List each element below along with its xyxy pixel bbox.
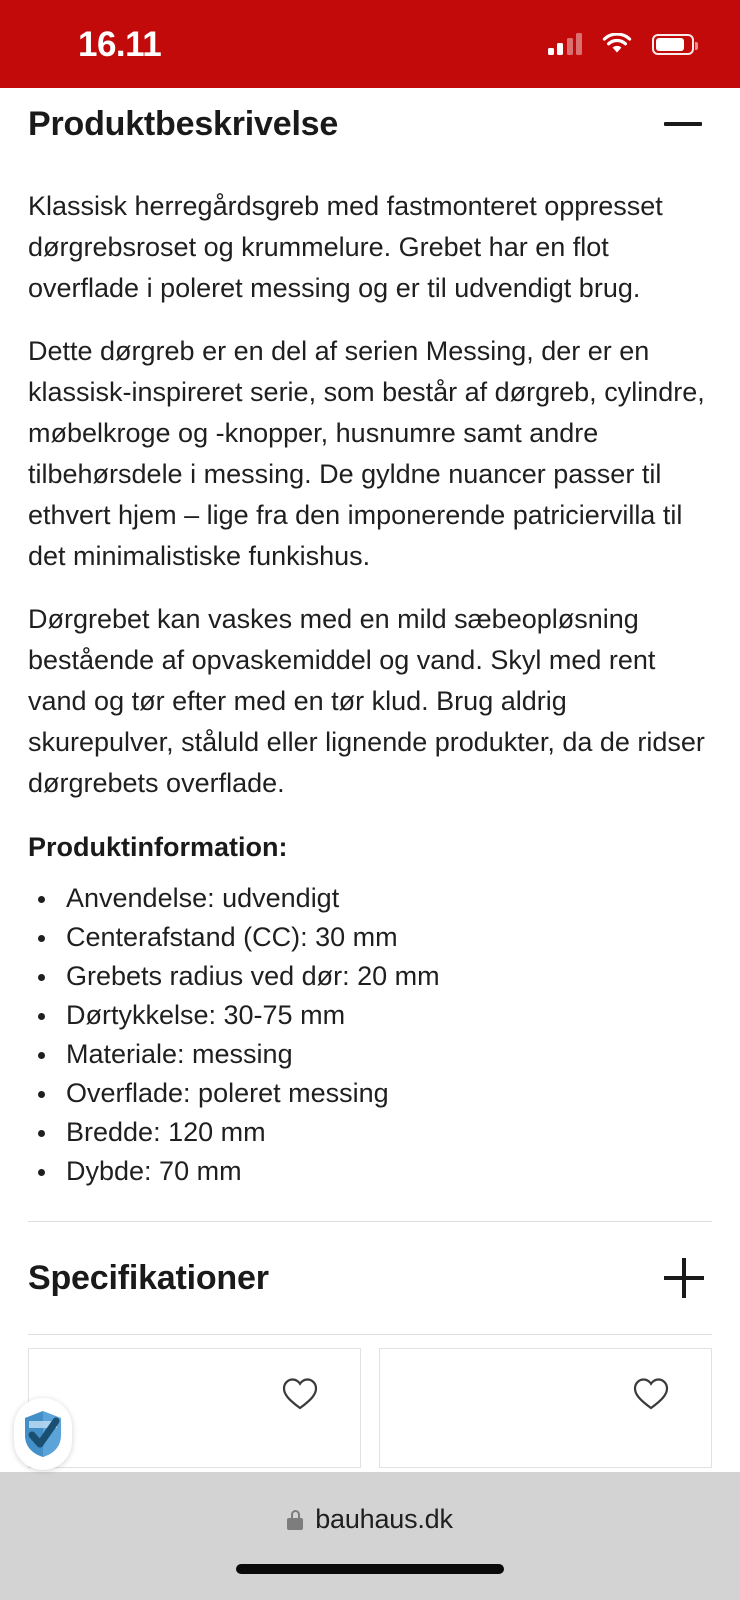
status-bar-time: 16.11 [78,24,162,64]
status-bar [0,0,740,88]
list-item: Materiale: messing [28,1035,712,1074]
url-text: bauhaus.dk [315,1504,453,1534]
page-title: Produktbeskrivelse [28,104,339,143]
battery-icon [652,34,694,55]
section-header-specifications[interactable] [28,1222,712,1334]
list-item: Dørtykkelse: 30-75 mm [28,996,712,1035]
product-card[interactable] [28,1348,361,1468]
list-item: Bredde: 120 mm [28,1113,712,1152]
browser-bottom-bar [0,1472,740,1600]
product-card[interactable] [379,1348,712,1468]
product-information-heading: Produktinformation: [28,832,288,862]
address-bar[interactable] [287,1504,453,1535]
description-paragraph: Dette dørgreb er en del af serien Messing, der er en klassisk-inspireret serie, som består af dørgreb, cylindre, møbelkroge og -knopper, husnumre samt andre tilbehørsdele i messing. De gyldne nuancer passer til ethvert hjem – lige fra den imponerende patriciervilla til det minimalistiske funkishus. [28,336,705,571]
heart-icon[interactable] [633,1377,669,1410]
description-paragraph: Dørgrebet kan vaskes med en mild sæbeopløsning bestående af opvaskemiddel og vand. Skyl med rent vand og tør efter med en tør klud. Brug aldrig skurepulver, ståluld eller lignende produkter, da de ridser dørgrebets overflade. [28,604,705,798]
wifi-icon [602,33,632,55]
list-item: Anvendelse: udvendigt [28,879,712,918]
heart-icon[interactable] [282,1377,318,1410]
list-item: Grebets radius ved dør: 20 mm [28,957,712,996]
page-content [0,88,740,1472]
product-information-list [28,879,712,1191]
status-bar-indicators [548,33,695,55]
list-item: Overflade: poleret messing [28,1074,712,1113]
list-item: Dybde: 70 mm [28,1152,712,1191]
trust-check-shield-icon[interactable] [14,1398,72,1470]
specifications-title: Specifikationer [28,1258,269,1297]
section-header-product-description[interactable] [28,88,712,160]
description-paragraph: Klassisk herregårdsgreb med fastmonteret oppresset dørgrebsroset og krummelure. Grebet har en flot overflade i poleret messing og er til udvendigt brug. [28,191,663,303]
lock-icon [287,1510,303,1530]
list-item: Centerafstand (CC): 30 mm [28,918,712,957]
plus-icon[interactable] [664,1258,704,1298]
similar-products-carousel[interactable] [28,1348,712,1468]
home-indicator[interactable] [236,1564,504,1574]
signal-bars-icon [548,33,583,55]
minus-icon[interactable] [664,122,702,126]
